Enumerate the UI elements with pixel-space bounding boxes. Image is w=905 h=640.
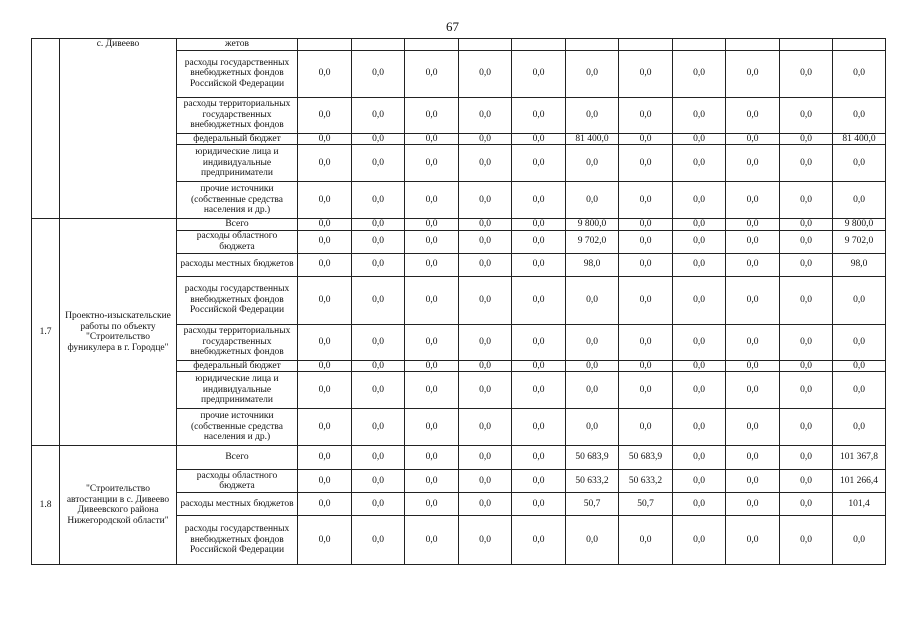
value-cell: 0,0	[298, 446, 352, 470]
value-cell	[833, 39, 886, 51]
funding-source: прочие источники (собственные средства населения и др.)	[177, 182, 298, 219]
value-cell: 0,0	[352, 219, 405, 231]
funding-source: юридические лица и индивидуальные предприниматели	[177, 145, 298, 182]
value-cell: 0,0	[512, 50, 566, 97]
value-cell: 0,0	[512, 470, 566, 493]
value-cell: 0,0	[459, 276, 512, 324]
value-cell: 98,0	[566, 253, 619, 276]
value-cell: 0,0	[459, 446, 512, 470]
value-cell: 0,0	[298, 409, 352, 446]
funding-source: расходы государственных внебюджетных фондов Российской Федерации	[177, 516, 298, 565]
value-cell: 0,0	[673, 219, 726, 231]
value-cell: 0,0	[512, 182, 566, 219]
value-cell: 0,0	[512, 324, 566, 360]
value-cell: 0,0	[298, 145, 352, 182]
table-row	[32, 39, 886, 51]
table-row	[32, 219, 886, 231]
value-cell: 0,0	[673, 360, 726, 372]
value-cell: 0,0	[298, 493, 352, 516]
funding-source: федеральный бюджет	[177, 360, 298, 372]
funding-source: Всего	[177, 219, 298, 231]
value-cell: 0,0	[352, 133, 405, 145]
value-cell: 0,0	[833, 50, 886, 97]
value-cell: 0,0	[780, 446, 833, 470]
funding-source: федеральный бюджет	[177, 133, 298, 145]
value-cell: 0,0	[405, 470, 459, 493]
value-cell: 0,0	[726, 230, 780, 253]
value-cell	[298, 39, 352, 51]
value-cell: 0,0	[673, 372, 726, 409]
value-cell: 0,0	[833, 360, 886, 372]
value-cell: 0,0	[352, 230, 405, 253]
funding-source: расходы местных бюджетов	[177, 493, 298, 516]
value-cell: 0,0	[566, 182, 619, 219]
value-cell: 0,0	[833, 324, 886, 360]
value-cell: 50,7	[619, 493, 673, 516]
value-cell: 0,0	[780, 182, 833, 219]
funding-source: расходы территориальных государственных внебюджетных фондов	[177, 97, 298, 133]
value-cell: 0,0	[352, 276, 405, 324]
value-cell: 0,0	[726, 324, 780, 360]
value-cell: 0,0	[780, 493, 833, 516]
value-cell: 101,4	[833, 493, 886, 516]
value-cell: 0,0	[459, 253, 512, 276]
funding-source: юридические лица и индивидуальные предприниматели	[177, 372, 298, 409]
value-cell: 0,0	[405, 516, 459, 565]
value-cell: 0,0	[566, 97, 619, 133]
value-cell: 0,0	[405, 493, 459, 516]
value-cell: 0,0	[726, 446, 780, 470]
value-cell: 0,0	[352, 253, 405, 276]
value-cell: 98,0	[833, 253, 886, 276]
value-cell: 0,0	[619, 219, 673, 231]
value-cell: 0,0	[405, 133, 459, 145]
value-cell: 0,0	[673, 276, 726, 324]
funding-source: Всего	[177, 446, 298, 470]
value-cell: 0,0	[298, 230, 352, 253]
value-cell: 0,0	[833, 97, 886, 133]
value-cell: 0,0	[780, 253, 833, 276]
value-cell: 0,0	[673, 230, 726, 253]
value-cell: 0,0	[405, 253, 459, 276]
project-name: Проектно-изыскательские работы по объекту "Строительство фуникулера в г. Городце"	[60, 219, 177, 446]
value-cell: 0,0	[833, 516, 886, 565]
value-cell: 0,0	[352, 409, 405, 446]
value-cell: 0,0	[298, 324, 352, 360]
item-number	[32, 39, 60, 219]
project-name: "Строительство автостанции в с. Дивеево Дивеевского района Нижегородской области"	[60, 446, 177, 565]
value-cell: 0,0	[726, 253, 780, 276]
value-cell: 0,0	[298, 516, 352, 565]
value-cell: 0,0	[298, 97, 352, 133]
value-cell	[619, 39, 673, 51]
value-cell: 0,0	[512, 219, 566, 231]
value-cell: 0,0	[405, 182, 459, 219]
value-cell: 0,0	[780, 324, 833, 360]
value-cell: 0,0	[459, 219, 512, 231]
value-cell: 0,0	[405, 324, 459, 360]
value-cell: 0,0	[405, 360, 459, 372]
value-cell: 0,0	[566, 409, 619, 446]
value-cell: 0,0	[512, 133, 566, 145]
value-cell: 0,0	[352, 324, 405, 360]
value-cell: 9 702,0	[566, 230, 619, 253]
value-cell: 0,0	[298, 253, 352, 276]
value-cell: 0,0	[405, 409, 459, 446]
value-cell: 0,0	[512, 446, 566, 470]
funding-source: расходы областного бюджета	[177, 230, 298, 253]
value-cell: 0,0	[298, 133, 352, 145]
value-cell: 50 633,2	[619, 470, 673, 493]
value-cell: 0,0	[298, 182, 352, 219]
value-cell: 0,0	[459, 516, 512, 565]
value-cell: 50 683,9	[566, 446, 619, 470]
value-cell: 0,0	[619, 409, 673, 446]
value-cell: 0,0	[405, 230, 459, 253]
value-cell: 0,0	[726, 409, 780, 446]
value-cell: 101 367,8	[833, 446, 886, 470]
value-cell: 0,0	[726, 97, 780, 133]
value-cell: 0,0	[780, 470, 833, 493]
value-cell: 0,0	[459, 372, 512, 409]
value-cell	[780, 39, 833, 51]
value-cell: 0,0	[726, 145, 780, 182]
value-cell: 9 800,0	[566, 219, 619, 231]
value-cell: 0,0	[673, 253, 726, 276]
value-cell: 0,0	[726, 470, 780, 493]
page-number: 67	[446, 19, 459, 34]
value-cell: 0,0	[298, 219, 352, 231]
value-cell: 0,0	[673, 324, 726, 360]
value-cell: 0,0	[619, 97, 673, 133]
value-cell: 0,0	[619, 516, 673, 565]
value-cell: 0,0	[405, 145, 459, 182]
value-cell: 0,0	[352, 182, 405, 219]
value-cell: 0,0	[833, 372, 886, 409]
value-cell: 0,0	[512, 97, 566, 133]
value-cell: 0,0	[512, 493, 566, 516]
value-cell: 0,0	[566, 50, 619, 97]
value-cell: 0,0	[352, 493, 405, 516]
value-cell: 0,0	[459, 145, 512, 182]
value-cell: 0,0	[619, 50, 673, 97]
funding-source: расходы государственных внебюджетных фондов Российской Федерации	[177, 50, 298, 97]
budget-table	[31, 38, 886, 565]
project-name: с. Дивеево	[60, 39, 177, 219]
value-cell: 0,0	[619, 133, 673, 145]
value-cell: 0,0	[619, 360, 673, 372]
value-cell: 0,0	[833, 145, 886, 182]
value-cell: 0,0	[405, 97, 459, 133]
value-cell: 0,0	[459, 409, 512, 446]
value-cell: 0,0	[780, 230, 833, 253]
value-cell	[673, 39, 726, 51]
value-cell: 0,0	[673, 50, 726, 97]
value-cell: 0,0	[566, 516, 619, 565]
value-cell: 0,0	[780, 97, 833, 133]
value-cell: 0,0	[352, 145, 405, 182]
value-cell: 0,0	[298, 360, 352, 372]
value-cell: 0,0	[459, 470, 512, 493]
value-cell: 0,0	[352, 516, 405, 565]
value-cell	[566, 39, 619, 51]
value-cell: 0,0	[512, 145, 566, 182]
value-cell: 0,0	[673, 446, 726, 470]
value-cell: 0,0	[405, 50, 459, 97]
value-cell: 50 633,2	[566, 470, 619, 493]
value-cell: 0,0	[566, 324, 619, 360]
value-cell: 0,0	[459, 230, 512, 253]
value-cell: 0,0	[352, 372, 405, 409]
value-cell: 0,0	[833, 409, 886, 446]
value-cell: 81 400,0	[833, 133, 886, 145]
value-cell: 0,0	[726, 516, 780, 565]
value-cell: 0,0	[298, 470, 352, 493]
value-cell: 0,0	[459, 360, 512, 372]
value-cell: 0,0	[352, 470, 405, 493]
value-cell: 0,0	[298, 50, 352, 97]
value-cell: 0,0	[566, 276, 619, 324]
value-cell: 0,0	[566, 360, 619, 372]
item-number: 1.8	[32, 446, 60, 565]
value-cell: 0,0	[673, 97, 726, 133]
value-cell: 101 266,4	[833, 470, 886, 493]
value-cell: 0,0	[833, 276, 886, 324]
value-cell: 0,0	[673, 182, 726, 219]
funding-source: расходы областного бюджета	[177, 470, 298, 493]
value-cell: 0,0	[512, 409, 566, 446]
value-cell: 0,0	[405, 219, 459, 231]
value-cell: 0,0	[833, 182, 886, 219]
value-cell: 0,0	[673, 145, 726, 182]
value-cell: 0,0	[352, 446, 405, 470]
value-cell: 0,0	[619, 372, 673, 409]
value-cell	[405, 39, 459, 51]
value-cell: 0,0	[726, 50, 780, 97]
value-cell: 0,0	[352, 97, 405, 133]
funding-source: расходы местных бюджетов	[177, 253, 298, 276]
value-cell: 0,0	[352, 360, 405, 372]
value-cell: 0,0	[673, 133, 726, 145]
value-cell	[352, 39, 405, 51]
value-cell: 0,0	[780, 372, 833, 409]
value-cell: 0,0	[726, 493, 780, 516]
value-cell: 0,0	[459, 182, 512, 219]
value-cell: 0,0	[459, 50, 512, 97]
value-cell: 0,0	[673, 470, 726, 493]
value-cell: 0,0	[726, 133, 780, 145]
value-cell: 0,0	[780, 219, 833, 231]
value-cell: 0,0	[512, 516, 566, 565]
value-cell	[726, 39, 780, 51]
value-cell: 0,0	[619, 182, 673, 219]
value-cell: 9 702,0	[833, 230, 886, 253]
value-cell: 50,7	[566, 493, 619, 516]
value-cell: 0,0	[780, 50, 833, 97]
funding-source: расходы государственных внебюджетных фондов Российской Федерации	[177, 276, 298, 324]
value-cell: 0,0	[619, 230, 673, 253]
value-cell: 0,0	[780, 516, 833, 565]
funding-source: прочие источники (собственные средства населения и др.)	[177, 409, 298, 446]
funding-source: расходы территориальных государственных внебюджетных фондов	[177, 324, 298, 360]
value-cell: 0,0	[459, 133, 512, 145]
value-cell: 0,0	[673, 516, 726, 565]
funding-source: жетов	[177, 39, 298, 51]
value-cell: 0,0	[673, 409, 726, 446]
value-cell: 0,0	[780, 409, 833, 446]
value-cell: 0,0	[566, 372, 619, 409]
value-cell: 0,0	[780, 133, 833, 145]
value-cell: 0,0	[619, 253, 673, 276]
value-cell: 0,0	[352, 50, 405, 97]
value-cell: 0,0	[619, 145, 673, 182]
value-cell: 81 400,0	[566, 133, 619, 145]
value-cell: 0,0	[619, 324, 673, 360]
value-cell: 0,0	[405, 446, 459, 470]
value-cell: 0,0	[780, 360, 833, 372]
value-cell: 0,0	[459, 493, 512, 516]
value-cell: 0,0	[512, 360, 566, 372]
value-cell: 0,0	[726, 372, 780, 409]
value-cell: 0,0	[298, 276, 352, 324]
value-cell: 0,0	[512, 276, 566, 324]
value-cell: 0,0	[512, 253, 566, 276]
value-cell	[459, 39, 512, 51]
value-cell: 0,0	[673, 493, 726, 516]
value-cell: 0,0	[726, 276, 780, 324]
value-cell: 50 683,9	[619, 446, 673, 470]
value-cell: 0,0	[780, 145, 833, 182]
item-number: 1.7	[32, 219, 60, 446]
value-cell: 0,0	[298, 372, 352, 409]
value-cell: 0,0	[512, 230, 566, 253]
value-cell: 0,0	[726, 219, 780, 231]
value-cell: 0,0	[566, 145, 619, 182]
value-cell	[512, 39, 566, 51]
value-cell: 0,0	[459, 97, 512, 133]
value-cell: 0,0	[405, 276, 459, 324]
value-cell: 0,0	[780, 276, 833, 324]
value-cell: 0,0	[619, 276, 673, 324]
value-cell: 0,0	[512, 372, 566, 409]
table-row	[32, 446, 886, 470]
value-cell: 0,0	[405, 372, 459, 409]
value-cell: 0,0	[726, 182, 780, 219]
value-cell: 9 800,0	[833, 219, 886, 231]
value-cell: 0,0	[726, 360, 780, 372]
value-cell: 0,0	[459, 324, 512, 360]
